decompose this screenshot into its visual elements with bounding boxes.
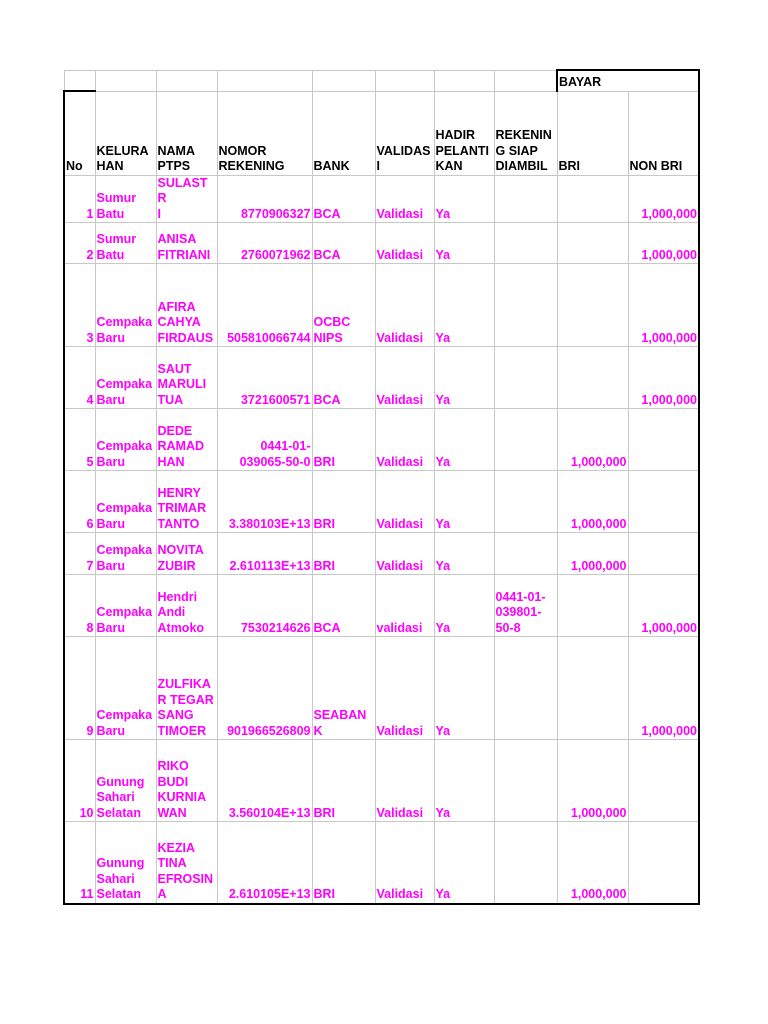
cell-no: 7 [64,533,95,575]
cell-kelurahan: Cempaka Baru [95,264,156,347]
cell-hadir: Ya [434,637,494,740]
cell-siap [494,347,557,409]
cell-hadir: Ya [434,264,494,347]
cell-bri [557,347,628,409]
cell-kelurahan: Cempaka Baru [95,409,156,471]
cell-validasi: Validasi [375,822,434,904]
header-rekening: NOMOR REKENING [217,91,312,175]
cell-siap: 0441-01- 039801- 50-8 [494,575,557,637]
cell-rekening: 2.610105E+13 [217,822,312,904]
cell-hadir: Ya [434,175,494,223]
cell-rekening: 0441-01- 039065-50-0 [217,409,312,471]
cell-nama: HENRY TRIMAR TANTO [156,471,217,533]
cell-nama: KEZIA TINA EFROSIN A [156,822,217,904]
cell-bri [557,575,628,637]
cell-bank: OCBC NIPS [312,264,375,347]
cell-siap [494,533,557,575]
cell-bank: BRI [312,471,375,533]
table-row [64,347,699,409]
cell-no: 5 [64,409,95,471]
cell-hadir: Ya [434,822,494,904]
cell-validasi: Validasi [375,347,434,409]
group-header-row [64,70,699,91]
cell-rekening: 3.380103E+13 [217,471,312,533]
cell-no: 3 [64,264,95,347]
cell-bri [557,637,628,740]
cell-bri [557,223,628,264]
table-row [64,175,699,223]
header-nonbri: NON BRI [628,91,699,175]
cell-siap [494,740,557,822]
cell-nama: Hendri Andi Atmoko [156,575,217,637]
cell-bank: BRI [312,740,375,822]
cell-nonbri: 1,000,000 [628,575,699,637]
cell-validasi: Validasi [375,533,434,575]
cell-validasi: Validasi [375,471,434,533]
cell-nama: ZULFIKA R TEGAR SANG TIMOER [156,637,217,740]
cell-no: 8 [64,575,95,637]
column-header-row [64,91,699,175]
cell-no: 1 [64,175,95,223]
cell-kelurahan: Sumur Batu [95,223,156,264]
cell-rekening: 2.610113E+13 [217,533,312,575]
cell-nonbri: 1,000,000 [628,637,699,740]
table-row [64,822,699,904]
cell-bri [557,264,628,347]
cell-siap [494,175,557,223]
cell-no: 6 [64,471,95,533]
cell-kelurahan: Cempaka Baru [95,533,156,575]
header-hadir: HADIR PELANTI KAN [434,91,494,175]
cell-rekening: 901966526809 [217,637,312,740]
cell-siap [494,822,557,904]
cell-hadir: Ya [434,533,494,575]
cell-nonbri [628,822,699,904]
table-row [64,264,699,347]
cell-rekening: 3.560104E+13 [217,740,312,822]
cell-bank: BCA [312,223,375,264]
cell-bank: BRI [312,822,375,904]
cell-nonbri [628,471,699,533]
cell-bri [557,175,628,223]
cell-hadir: Ya [434,409,494,471]
cell-nama: NOVITA ZUBIR [156,533,217,575]
cell-validasi: Validasi [375,637,434,740]
cell-bri: 1,000,000 [557,822,628,904]
cell-kelurahan: Gunung Sahari Selatan [95,822,156,904]
cell-nonbri: 1,000,000 [628,347,699,409]
cell-rekening: 505810066744 [217,264,312,347]
cell-bri: 1,000,000 [557,533,628,575]
cell-no: 4 [64,347,95,409]
table-row [64,533,699,575]
bayar-header: BAYAR [557,70,699,91]
cell-nama: DEDE RAMAD HAN [156,409,217,471]
cell-bri: 1,000,000 [557,409,628,471]
cell-nama: ANISA FITRIANI [156,223,217,264]
cell-siap [494,409,557,471]
cell-validasi: Validasi [375,409,434,471]
cell-nama: SULASTR I [156,175,217,223]
cell-rekening: 3721600571 [217,347,312,409]
header-siap: REKENIN G SIAP DIAMBIL [494,91,557,175]
cell-nonbri: 1,000,000 [628,175,699,223]
header-nama: NAMA PTPS [156,91,217,175]
cell-kelurahan: Cempaka Baru [95,575,156,637]
cell-bank: BCA [312,347,375,409]
cell-bank: BRI [312,533,375,575]
cell-kelurahan: Sumur Batu [95,175,156,223]
cell-rekening: 7530214626 [217,575,312,637]
cell-kelurahan: Gunung Sahari Selatan [95,740,156,822]
cell-kelurahan: Cempaka Baru [95,347,156,409]
cell-no: 11 [64,822,95,904]
cell-nonbri [628,740,699,822]
cell-siap [494,637,557,740]
header-kelurahan: KELURA HAN [95,91,156,175]
cell-nonbri [628,533,699,575]
payment-table [63,69,700,905]
cell-bri: 1,000,000 [557,740,628,822]
cell-nonbri [628,409,699,471]
cell-nonbri: 1,000,000 [628,223,699,264]
table-row [64,637,699,740]
table-row [64,740,699,822]
cell-validasi: Validasi [375,223,434,264]
header-validasi: VALIDAS I [375,91,434,175]
header-bank: BANK [312,91,375,175]
cell-bank: BCA [312,175,375,223]
cell-kelurahan: Cempaka Baru [95,637,156,740]
cell-hadir: Ya [434,575,494,637]
table-row [64,409,699,471]
cell-validasi: Validasi [375,264,434,347]
cell-rekening: 2760071962 [217,223,312,264]
cell-no: 9 [64,637,95,740]
cell-nama: AFIRA CAHYA FIRDAUS [156,264,217,347]
cell-hadir: Ya [434,471,494,533]
cell-siap [494,471,557,533]
cell-nama: RIKO BUDI KURNIA WAN [156,740,217,822]
cell-validasi: Validasi [375,740,434,822]
cell-nonbri: 1,000,000 [628,264,699,347]
cell-siap [494,264,557,347]
cell-rekening: 8770906327 [217,175,312,223]
cell-bri: 1,000,000 [557,471,628,533]
cell-hadir: Ya [434,740,494,822]
cell-no: 2 [64,223,95,264]
cell-kelurahan: Cempaka Baru [95,471,156,533]
cell-siap [494,223,557,264]
cell-hadir: Ya [434,347,494,409]
table-row [64,471,699,533]
table-row [64,575,699,637]
cell-bank: BCA [312,575,375,637]
cell-validasi: Validasi [375,175,434,223]
table-row [64,223,699,264]
cell-hadir: Ya [434,223,494,264]
cell-validasi: validasi [375,575,434,637]
cell-nama: SAUT MARULI TUA [156,347,217,409]
cell-bank: BRI [312,409,375,471]
header-bri: BRI [557,91,628,175]
cell-no: 10 [64,740,95,822]
cell-bank: SEABANK [312,637,375,740]
header-no: No [64,91,95,175]
